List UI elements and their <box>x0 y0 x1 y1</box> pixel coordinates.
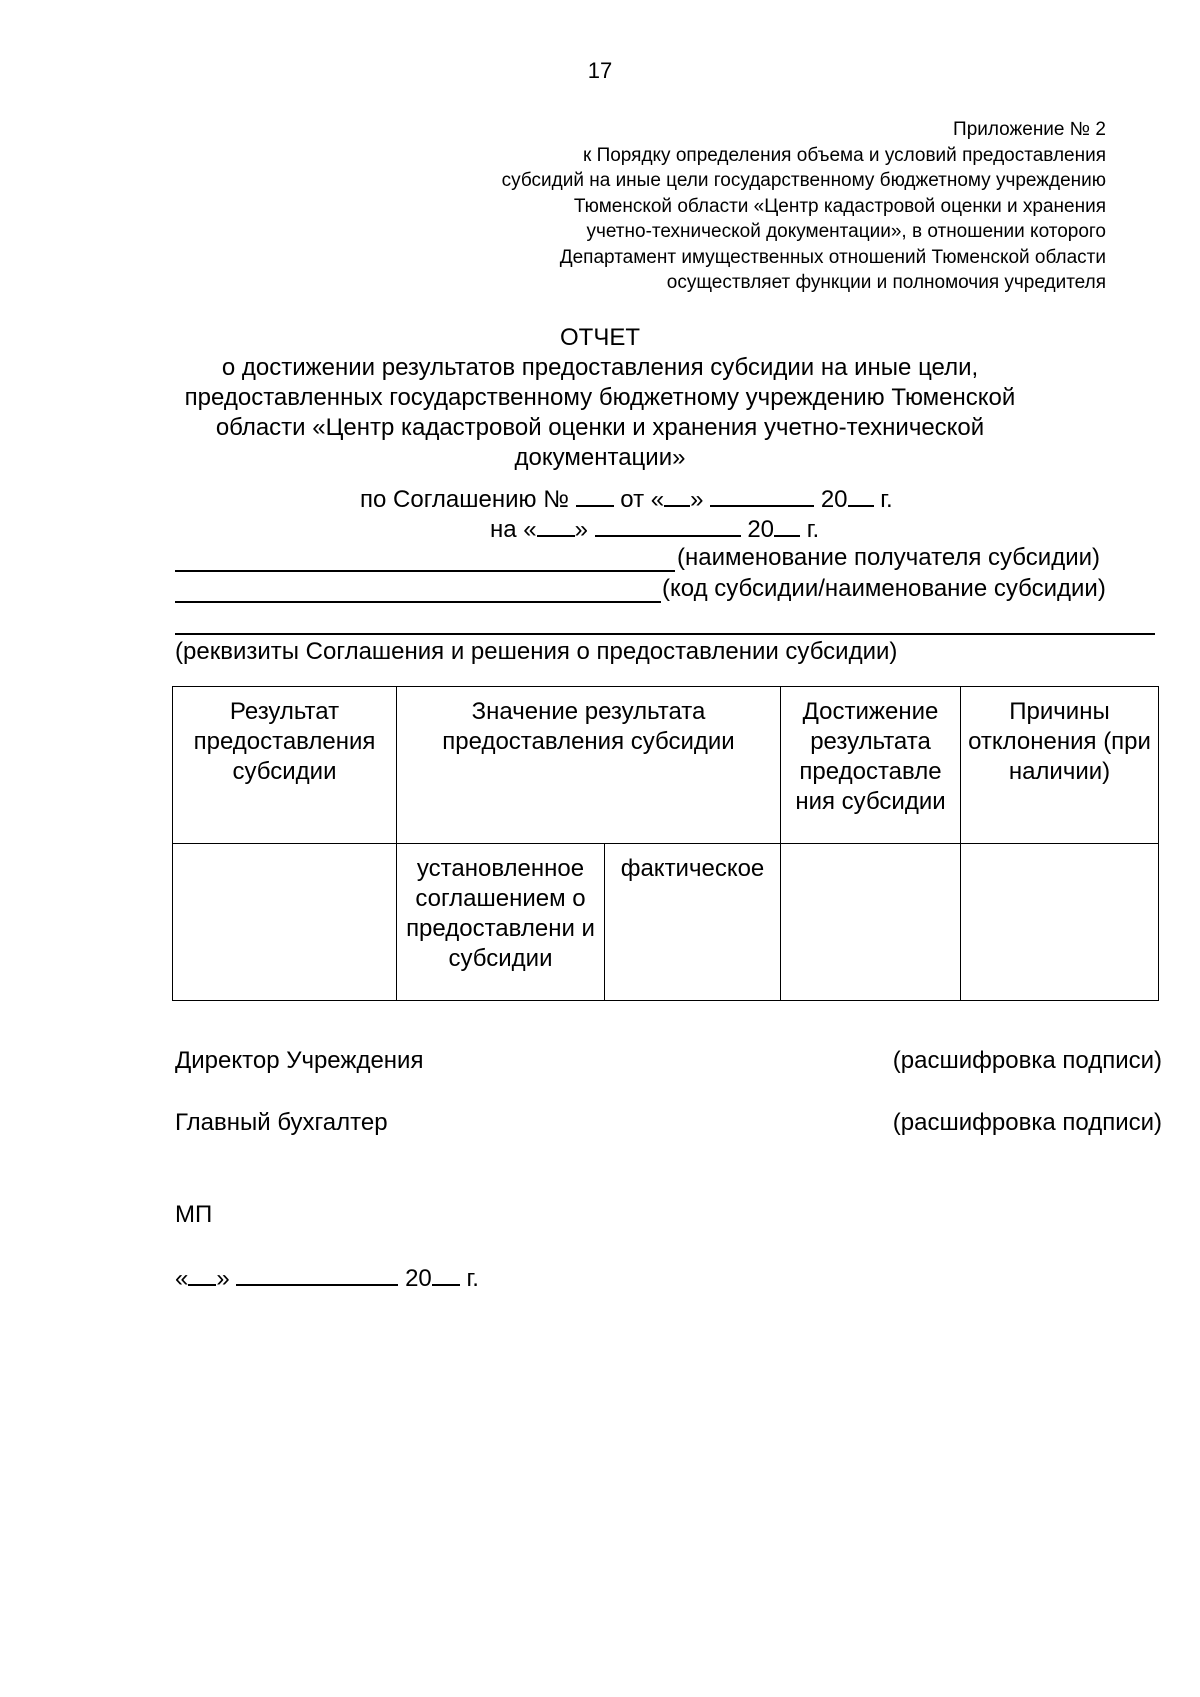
header-result: Результат предоставления субсидии <box>173 687 397 844</box>
report-heading <box>0 323 1200 473</box>
date-day-blank[interactable] <box>188 1262 216 1286</box>
agreement-day-blank[interactable] <box>664 483 690 507</box>
agreement-year-blank[interactable] <box>848 483 874 507</box>
page-number: 17 <box>587 58 613 83</box>
appendix-line: Тюменской области «Центр кадастровой оценки и хранения <box>573 195 1106 217</box>
as-of-month-blank[interactable] <box>595 513 741 537</box>
appendix-line: учетно-технической документации», в отношении которого <box>586 221 1106 242</box>
recipient-label: (наименование получателя субсидии) <box>677 544 1100 571</box>
cell-achievement[interactable] <box>781 844 961 1001</box>
as-of-year-suffix: г. <box>806 516 820 543</box>
header-achievement: Достижение результата предоставле ния субсидии <box>781 687 961 844</box>
date-year-blank[interactable] <box>432 1262 460 1286</box>
header-reasons: Причины отклонения (при наличии) <box>961 687 1159 844</box>
subsidy-code-blank[interactable] <box>175 601 661 603</box>
cell-result[interactable] <box>173 844 397 1001</box>
agreement-line <box>360 483 893 515</box>
as-of-day-blank[interactable] <box>537 513 575 537</box>
recipient-blank[interactable] <box>175 570 675 572</box>
report-subtitle-line: о достижении результатов предоставления субсидии на иные цели, <box>221 354 979 381</box>
report-subtitle-line: предоставленных государственному бюджетному учреждению Тюменской <box>184 384 1016 411</box>
director-label: Директор Учреждения <box>175 1047 424 1074</box>
accountant-label: Главный бухгалтер <box>175 1109 388 1136</box>
report-subtitle-line: области «Центр кадастровой оценки и хранения учетно-технической <box>215 414 985 441</box>
date-year-suffix: г. <box>466 1265 479 1292</box>
appendix-block <box>502 117 1106 296</box>
as-of-line <box>490 513 819 545</box>
appendix-line: субсидий на иные цели государственному бюджетному учреждению <box>501 170 1106 191</box>
subheader-actual: фактическое <box>605 844 781 1001</box>
report-subtitle-line: документации» <box>514 444 686 471</box>
agreement-number-blank[interactable] <box>576 483 614 507</box>
agreement-prefix: по Соглашению № <box>360 486 569 513</box>
agreement-quote-close: » <box>690 486 704 513</box>
appendix-line: Департамент имущественных отношений Тюменской области <box>559 246 1106 268</box>
accountant-decode: (расшифровка подписи) <box>892 1109 1162 1136</box>
as-of-year-blank[interactable] <box>774 513 800 537</box>
date-close-quote: » <box>216 1265 230 1292</box>
subheader-established: установленное соглашением о предоставлени и субсидии <box>397 844 605 1001</box>
director-decode: (расшифровка подписи) <box>892 1047 1162 1074</box>
table-header-row <box>173 687 1159 844</box>
requisites-label: (реквизиты Соглашения и решения о предоставлении субсидии) <box>175 638 898 665</box>
date-open-quote: « <box>175 1265 189 1292</box>
results-table <box>172 686 1159 1001</box>
agreement-from: от « <box>620 486 665 513</box>
date-year-prefix: 20 <box>405 1265 432 1292</box>
appendix-line: осуществляет функции и полномочия учредителя <box>666 272 1106 293</box>
date-line <box>175 1262 479 1294</box>
as-of-quote-close: » <box>574 516 588 543</box>
agreement-month-blank[interactable] <box>710 483 814 507</box>
as-of-year-prefix: 20 <box>747 516 775 543</box>
cell-reasons[interactable] <box>961 844 1159 1001</box>
appendix-line: Приложение № 2 <box>953 119 1106 140</box>
agreement-year-prefix: 20 <box>820 486 848 513</box>
subsidy-code-label: (код субсидии/наименование субсидии) <box>662 575 1106 602</box>
report-title: ОТЧЕТ <box>560 324 640 351</box>
header-value: Значение результата предоставления субсидии <box>397 687 781 844</box>
as-of-prefix: на « <box>490 516 537 543</box>
appendix-line: к Порядку определения объема и условий предоставления <box>582 144 1106 166</box>
table-row <box>173 844 1159 1001</box>
date-month-blank[interactable] <box>236 1262 398 1286</box>
requisites-blank[interactable] <box>175 633 1155 635</box>
stamp-label: МП <box>175 1201 213 1228</box>
agreement-year-suffix: г. <box>880 486 893 513</box>
